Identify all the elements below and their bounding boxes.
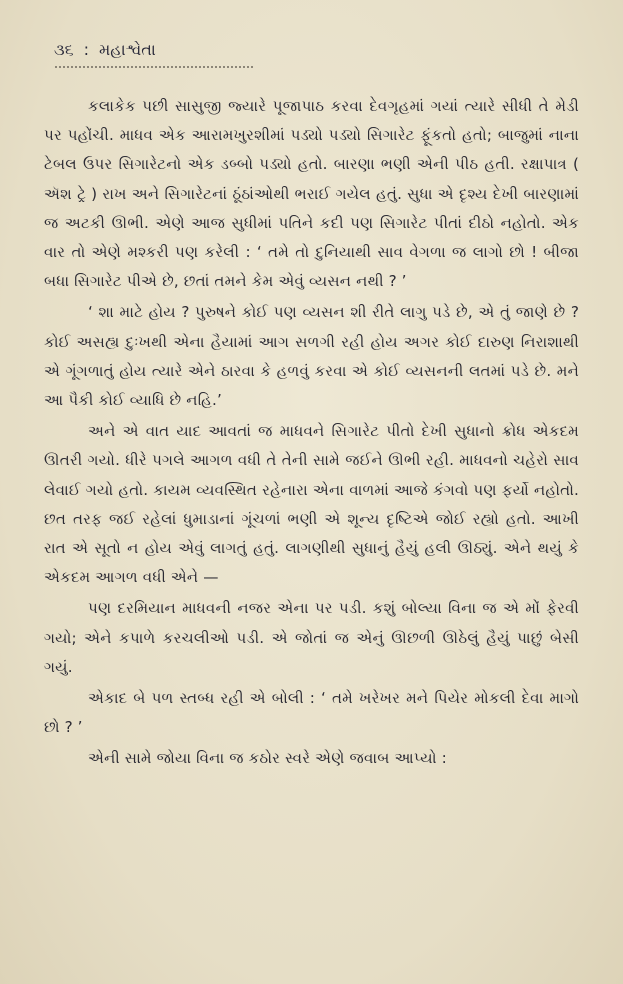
paragraph: પણ દરમિયાન માધવની નજર એના પર પડી. કશું બોલ્યા વિના જ એ મોં ફેરવી ગયો; એને કપાળે કરચલીઓ પડી. એ જોતાં જ એનું ઊછળી ઊઠેલું હૈયું પાછું બેસી ગયું. bbox=[44, 599, 579, 676]
header-separator: : bbox=[83, 40, 90, 59]
page-header bbox=[54, 40, 579, 60]
running-title: મહાશ્વેતા bbox=[99, 40, 156, 59]
page-number: ૩૬ bbox=[54, 40, 74, 59]
page-body bbox=[44, 92, 579, 774]
paragraph: અને એ વાત યાદ આવતાં જ માધવને સિગારેટ પીતો દેખી સુધાનો ક્રોધ એકદમ ઊતરી ગયો. ધીરે પગલે આગળ વધી તે તેની સામે જઈને ઊભી રહી. માધવનો ચહેરો સાવ લેવાઈ ગયો હતો. કાયમ વ્યવસ્થિત રહેનારા એના વાળમાં આજે કંગવો પણ ફર્યો નહોતો. છત તરફ જઈ રહેલાં ધુમાડાનાં ગૂંચળાં ભણી એ શૂન્ય દૃષ્ટિએ જોઈ રહ્યો હતો. આખી રાત એ સૂતો ન હોય એવું લાગતું હતું. લાગણીથી સુધાનું હૈયું હલી ઊઠ્યું. એને થયું કે એકદમ આગળ વધી એને — bbox=[44, 422, 579, 587]
paragraph: ‘ શા માટે હોય ? પુરુષને કોઈ પણ વ્યસન શી રીતે લાગુ પડે છે, એ તું જાણે છે ? કોઈ અસહ્ય દુઃખથી એના હૈયામાં આગ સળગી રહી હોય અગર કોઈ દારુણ નિરાશાથી એ ગૂંગળાતું હોય ત્યારે એને ઠારવા કે હળવું કરવા એ કોઈ વ્યસનની લતમાં પડે છે. મને આ પૈકી કોઈ વ્યાધિ છે નહિ.’ bbox=[44, 303, 579, 410]
paragraph: એકાદ બે પળ સ્તબ્ધ રહી એ બોલી : ‘ તમે ખરેખર મને પિયેર મોકલી દેવા માગો છો ? ’ bbox=[44, 689, 579, 737]
paragraph: એની સામે જોયા વિના જ કઠોર સ્વરે એણે જવાબ આપ્યો : bbox=[88, 749, 447, 768]
paragraph: કલાકેક પછી સાસુજી જ્યારે પૂજાપાઠ કરવા દેવગૃહમાં ગયાં ત્યારે સીધી તે મેડી પર પહોંચી. માધવ એક આરામખુરશીમાં પડ્યો પડ્યો સિગારેટ ફૂંકતો હતો; બાજુમાં નાના ટેબલ ઉપર સિગારેટનો એક ડબ્બો પડ્યો હતો. બારણા ભણી એની પીઠ હતી. રક્ષાપાત્ર ( ઍશ ટ્રે ) રાખ અને સિગારેટનાં ઠૂંઠાંઓથી ભરાઈ ગયેલ હતું. સુધા એ દૃશ્ય દેખી બારણામાં જ અટકી ઊભી. એણે આજ સુધીમાં પતિને કદી પણ સિગારેટ પીતાં દીઠો નહોતો. એક વાર તો એણે મશ્કરી પણ કરેલી : ‘ તમે તો દુનિયાથી સાવ વેગળા જ લાગો છો ! બીજા બધા સિગારેટ પીએ છે, છતાં તમને કેમ એવું વ્યસન નથી ? ’ bbox=[44, 97, 579, 291]
header-dotted-rule bbox=[54, 64, 254, 70]
